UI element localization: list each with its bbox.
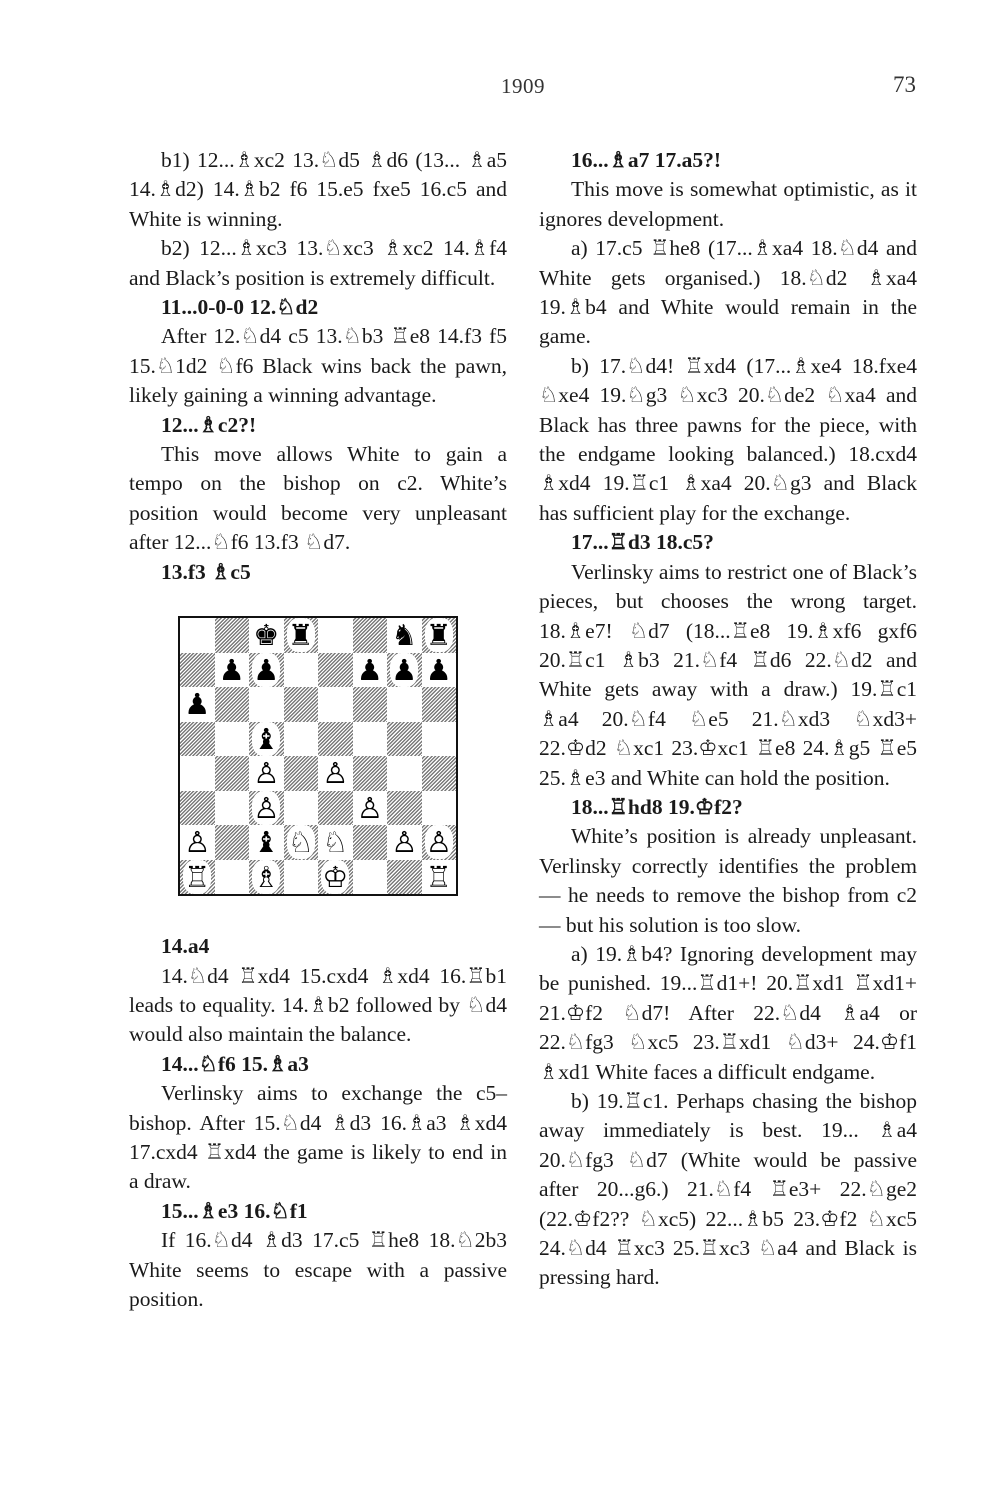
board-square bbox=[215, 618, 250, 653]
annotation-paragraph: b1) 12...♗xc2 13.♘d5 ♗d6 (13... ♗a5 14.♗d2) 14.♗b2 f6 15.e5 fxe5 16.c5 and White is winning. bbox=[129, 148, 507, 231]
black-pawn-icon bbox=[387, 653, 422, 688]
running-header: 1909 bbox=[501, 74, 545, 98]
board-square bbox=[318, 687, 353, 722]
annotation-paragraph: Verlinsky aims to exchange the c5–bishop. After 15.♘d4 ♗d3 16.♗a3 ♗xd4 17.cxd4 ♖xd4 the game is likely to end in a draw. bbox=[129, 1081, 507, 1194]
piece-glyph: ♘ bbox=[322, 825, 349, 860]
annotation-paragraph: Verlinsky aims to restrict one of Black’s pieces, but chooses the wrong target. 18.♗e7! ♘d7 (18...♖e8 19.♗xf6 gxf6 20.♖c1 ♗b3 21.♘f4 ♖d6 22.♘d2 and White gets away with a draw.) 19.♖c1 ♗a4 20.♘f4 ♘e5 21.♘xd3 ♘xd3+ 22.♔d2 ♘xc1 23.♔xc1 ♖e8 24.♗g5 ♖e5 25.♗e3 and White can hold the position. bbox=[539, 559, 917, 790]
board-square bbox=[318, 722, 353, 757]
board-square bbox=[353, 618, 388, 653]
move-heading: 14...♘f6 15.♗a3 bbox=[161, 1051, 309, 1076]
piece-glyph: ♔ bbox=[322, 859, 349, 894]
black-pawn-icon bbox=[249, 653, 284, 688]
move-heading: 12...♗c2?! bbox=[161, 412, 257, 437]
board-square bbox=[180, 791, 215, 826]
white-rook-icon bbox=[180, 860, 215, 895]
board-square bbox=[284, 722, 319, 757]
board-square bbox=[387, 756, 422, 791]
board-square bbox=[180, 756, 215, 791]
white-pawn-icon bbox=[249, 756, 284, 791]
board-square bbox=[422, 687, 457, 722]
page-number: 73 bbox=[893, 72, 916, 97]
board-square bbox=[387, 687, 422, 722]
chess-diagram bbox=[178, 616, 458, 896]
board-square bbox=[284, 791, 319, 826]
piece-glyph: ♚ bbox=[253, 618, 280, 653]
piece-glyph: ♟ bbox=[253, 652, 280, 687]
black-bishop-icon bbox=[249, 825, 284, 860]
piece-glyph: ♝ bbox=[253, 825, 280, 860]
white-pawn-icon bbox=[422, 825, 457, 860]
piece-glyph: ♜ bbox=[287, 618, 314, 653]
piece-glyph: ♙ bbox=[391, 825, 418, 860]
move-heading: 17...♖d3 18.c5? bbox=[571, 530, 714, 555]
board-square bbox=[353, 860, 388, 895]
piece-glyph: ♟ bbox=[184, 687, 211, 722]
white-pawn-icon bbox=[318, 756, 353, 791]
black-knight-icon bbox=[387, 618, 422, 653]
board-square bbox=[284, 687, 319, 722]
board-square bbox=[215, 791, 250, 826]
annotation-paragraph: a) 19.♗b4? Ignoring development may be punished. 19...♖d1+! 20.♖xd1 ♖xd1+ 21.♔f2 ♘d7! After 22.♘d4 ♗a4 or 22.♘fg3 ♘xc5 23.♖xd1 ♘d3+ 24.♔f1 ♗xd1 White faces a difficult endgame. bbox=[539, 941, 917, 1084]
piece-glyph: ♗ bbox=[253, 859, 280, 894]
annotation-paragraph: b) 19.♖c1. Perhaps chasing the bishop away immediately is best. 19... ♗a4 20.♘fg3 ♘d7 (White would be passive after 20...g6.) 21.♘f4 ♖e3+ 22.♘ge2 (22.♔f2?? ♘xc5) 22...♗b5 23.♔f2 ♘xc5 24.♘d4 ♖xc3 25.♖xc3 ♘a4 and Black is pressing hard. bbox=[539, 1089, 917, 1290]
board-square bbox=[249, 687, 284, 722]
white-knight-icon bbox=[318, 825, 353, 860]
black-rook-icon bbox=[422, 618, 457, 653]
annotation-paragraph: b) 17.♘d4! ♖xd4 (17...♗xe4 18.fxe4 ♘xe4 19.♘g3 ♘xc3 20.♘de2 ♘xa4 and Black has three pawns for the piece, with the endgame looking balanced.) 18.cxd4 ♗xd4 19.♖c1 ♗xa4 20.♘g3 and Black has sufficient play for the exchange. bbox=[539, 353, 917, 525]
board-square bbox=[215, 825, 250, 860]
piece-glyph: ♘ bbox=[287, 825, 314, 860]
move-heading: 14.a4 bbox=[161, 934, 210, 959]
white-rook-icon bbox=[422, 860, 457, 895]
black-rook-icon bbox=[284, 618, 319, 653]
piece-glyph: ♟ bbox=[391, 652, 418, 687]
piece-glyph: ♙ bbox=[253, 756, 280, 791]
white-king-icon bbox=[318, 860, 353, 895]
board-square bbox=[387, 791, 422, 826]
piece-glyph: ♙ bbox=[322, 756, 349, 791]
annotation-paragraph: b2) 12...♗xc3 13.♘xc3 ♗xc2 14.♗f4 and Black’s position is extremely difficult. bbox=[129, 236, 507, 290]
piece-glyph: ♟ bbox=[356, 652, 383, 687]
left-column bbox=[129, 146, 507, 1314]
board-square bbox=[387, 722, 422, 757]
annotation-paragraph: 14.♘d4 ♖xd4 15.cxd4 ♗xd4 16.♖b1 leads to equality. 14.♗b2 followed by ♘d4 would also maintain the balance. bbox=[129, 963, 507, 1047]
board-square bbox=[215, 687, 250, 722]
board-square bbox=[353, 722, 388, 757]
move-heading: 16...♗a7 17.a5?! bbox=[571, 148, 722, 172]
annotation-paragraph: After 12.♘d4 c5 13.♘b3 ♖e8 14.f3 f5 15.♘1d2 ♘f6 Black wins back the pawn, likely gaining a winning advantage. bbox=[129, 324, 507, 408]
white-pawn-icon bbox=[249, 791, 284, 826]
move-heading: 13.f3 ♗c5 bbox=[161, 559, 251, 584]
piece-glyph: ♟ bbox=[425, 652, 452, 687]
board-square bbox=[422, 722, 457, 757]
black-pawn-icon bbox=[353, 653, 388, 688]
piece-glyph: ♞ bbox=[391, 618, 418, 653]
black-king-icon bbox=[249, 618, 284, 653]
black-pawn-icon bbox=[422, 653, 457, 688]
board-square bbox=[180, 618, 215, 653]
move-heading: 15...♗e3 16.♘f1 bbox=[161, 1198, 308, 1223]
move-heading: 11...0-0-0 12.♘d2 bbox=[161, 295, 319, 320]
annotation-paragraph: This move allows White to gain a tempo on the bishop on c2. White’s position would become very unpleasant after 12...♘f6 13.f3 ♘d7. bbox=[129, 442, 507, 555]
annotation-paragraph: If 16.♘d4 ♗d3 17.c5 ♖he8 18.♘2b3 White seems to escape with a passive position. bbox=[129, 1228, 507, 1311]
piece-glyph: ♟ bbox=[218, 652, 245, 687]
black-bishop-icon bbox=[249, 722, 284, 757]
white-bishop-icon bbox=[249, 860, 284, 895]
board-square bbox=[318, 618, 353, 653]
black-pawn-icon bbox=[180, 687, 215, 722]
chess-board bbox=[178, 616, 458, 896]
board-square bbox=[422, 791, 457, 826]
move-heading: 18...♖hd8 19.♔f2? bbox=[571, 794, 743, 819]
board-square bbox=[284, 860, 319, 895]
board-square bbox=[318, 791, 353, 826]
piece-glyph: ♖ bbox=[184, 859, 211, 894]
piece-glyph: ♖ bbox=[425, 859, 452, 894]
board-square bbox=[215, 756, 250, 791]
board-square bbox=[215, 722, 250, 757]
piece-glyph: ♜ bbox=[425, 618, 452, 653]
board-square bbox=[353, 756, 388, 791]
annotation-paragraph: a) 17.c5 ♖he8 (17...♗xa4 18.♘d4 and White gets organised.) 18.♘d2 ♗xa4 19.♗b4 and White would remain in the game. bbox=[539, 236, 917, 349]
board-square bbox=[353, 687, 388, 722]
board-square bbox=[353, 825, 388, 860]
board-square bbox=[215, 860, 250, 895]
piece-glyph: ♙ bbox=[356, 790, 383, 825]
piece-glyph: ♝ bbox=[253, 721, 280, 756]
annotation-paragraph: This move is somewhat optimistic, as it ignores development. bbox=[539, 177, 917, 231]
piece-glyph: ♙ bbox=[184, 825, 211, 860]
board-square bbox=[387, 860, 422, 895]
black-pawn-icon bbox=[215, 653, 250, 688]
white-pawn-icon bbox=[180, 825, 215, 860]
white-knight-icon bbox=[284, 825, 319, 860]
board-square bbox=[180, 722, 215, 757]
piece-glyph: ♙ bbox=[253, 790, 280, 825]
board-square bbox=[422, 756, 457, 791]
board-square bbox=[180, 653, 215, 688]
annotation-paragraph: White’s position is already unpleasant. Verlinsky correctly identifies the problem — he needs to remove the bishop from c2 — but his solution is too slow. bbox=[539, 824, 917, 937]
board-square bbox=[284, 756, 319, 791]
right-column bbox=[539, 146, 917, 1293]
white-pawn-icon bbox=[387, 825, 422, 860]
white-pawn-icon bbox=[353, 791, 388, 826]
board-square bbox=[284, 653, 319, 688]
board-square bbox=[318, 653, 353, 688]
piece-glyph: ♙ bbox=[425, 825, 452, 860]
